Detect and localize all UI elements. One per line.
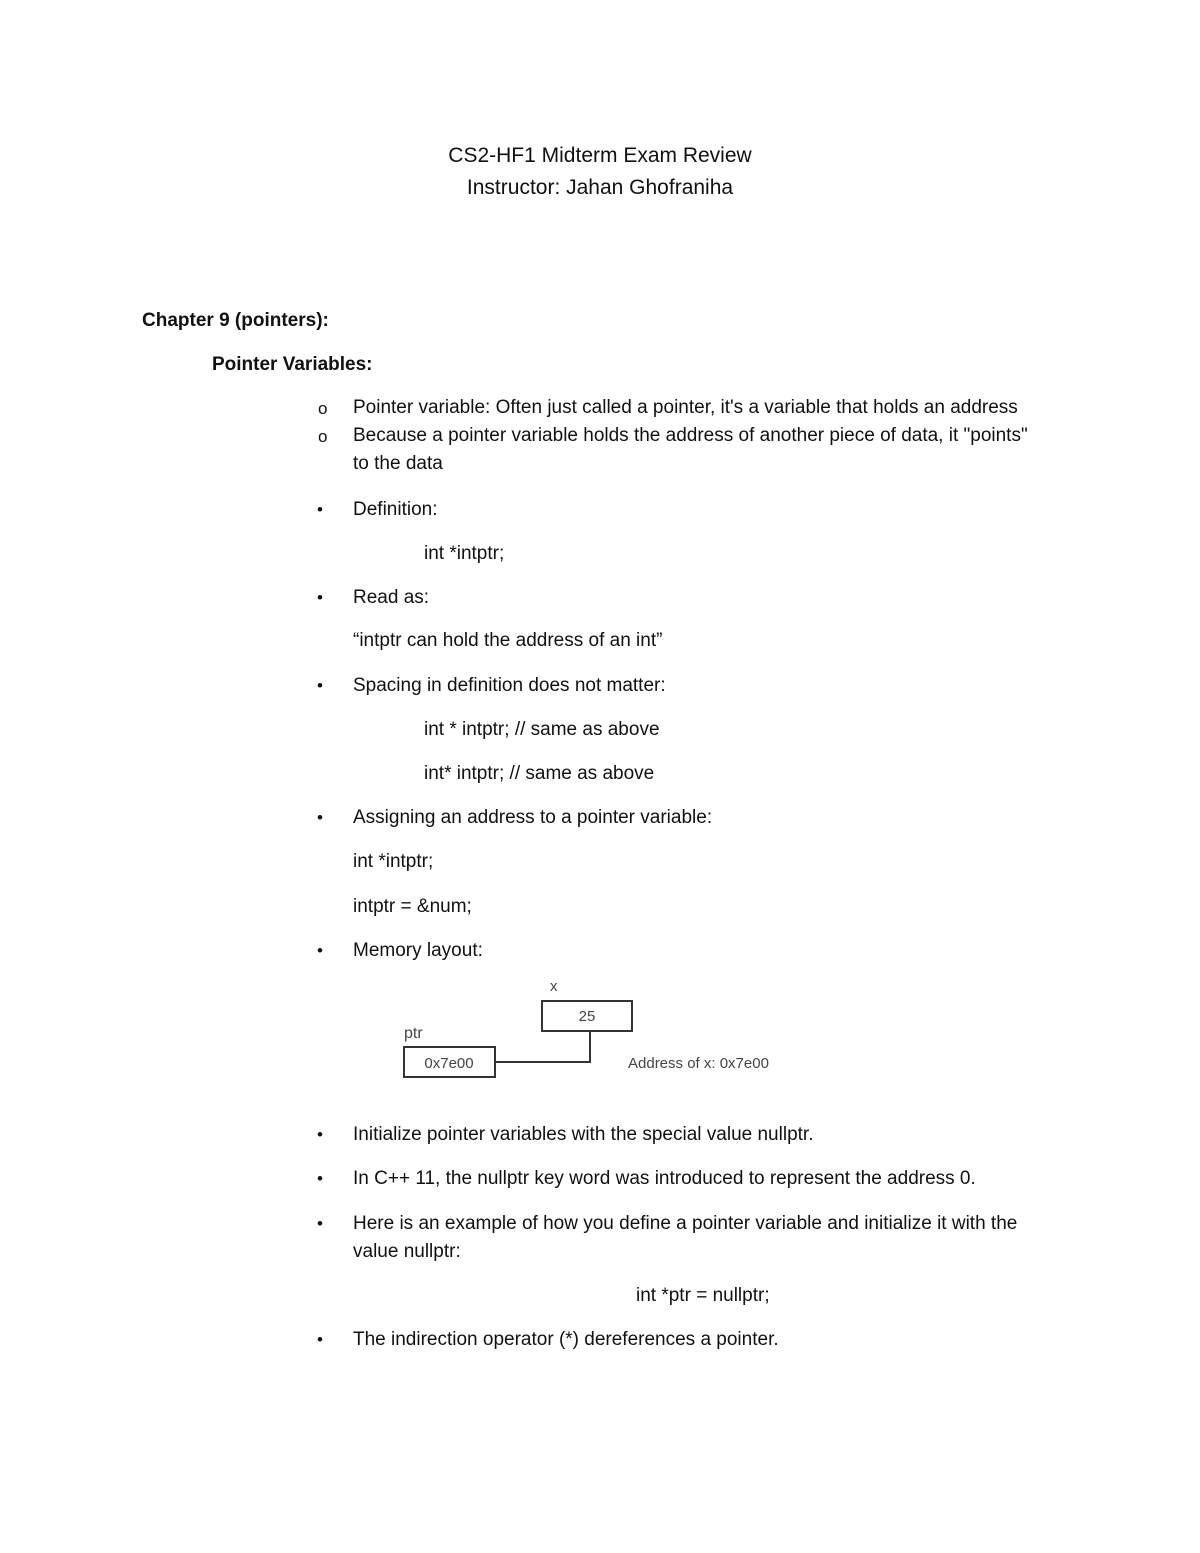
indirection-text: The indirection operator (*) dereferences a pointer.: [353, 1329, 779, 1350]
bullet-marker: •: [317, 1169, 323, 1188]
instructor-line: Instructor: Jahan Ghofraniha: [466, 176, 734, 199]
ptr-value: 0x7e00: [424, 1055, 474, 1072]
bullet-marker: •: [317, 1214, 323, 1233]
chapter-heading: Chapter 9 (pointers):: [142, 310, 329, 331]
bullet-marker: •: [317, 808, 323, 827]
assigning-code-2: intptr = &num;: [353, 896, 472, 917]
ptr-variable-label: ptr: [404, 1025, 423, 1042]
bullet-marker: •: [317, 500, 323, 519]
points-explanation-line1: Because a pointer variable holds the address of another piece of data, it "points": [353, 425, 1028, 446]
memory-layout-label: Memory layout:: [353, 940, 483, 961]
definition-code: int *intptr;: [424, 543, 505, 564]
circle-marker: o: [318, 399, 328, 418]
bullet-marker: •: [317, 1125, 323, 1144]
pointer-variable-definition: Pointer variable: Often just called a pointer, it's a variable that holds an address: [353, 397, 1018, 418]
x-variable-label: x: [550, 978, 558, 995]
spacing-label: Spacing in definition does not matter:: [353, 675, 666, 696]
spacing-code-1: int * intptr; // same as above: [424, 719, 660, 740]
bullet-marker: •: [317, 1330, 323, 1349]
read-as-label: Read as:: [353, 587, 430, 608]
initialize-text: Initialize pointer variables with the special value nullptr.: [353, 1124, 814, 1145]
points-explanation-line2: to the data: [353, 453, 443, 474]
bullet-marker: •: [317, 941, 323, 960]
x-value: 25: [578, 1008, 596, 1025]
address-caption: Address of x: 0x7e00: [628, 1055, 769, 1072]
example-text-line1: Here is an example of how you define a pointer variable and initialize it with the: [353, 1213, 1018, 1234]
example-text-line2: value nullptr:: [353, 1241, 461, 1262]
pointer-arrow-line: [495, 1031, 590, 1062]
assigning-code-1: int *intptr;: [353, 851, 434, 872]
definition-label: Definition:: [353, 499, 438, 520]
read-as-text: “intptr can hold the address of an int”: [353, 630, 663, 651]
section-heading: Pointer Variables:: [212, 354, 373, 375]
cpp11-text: In C++ 11, the nullptr key word was introduced to represent the address 0.: [353, 1168, 976, 1189]
spacing-code-2: int* intptr; // same as above: [424, 763, 655, 784]
bullet-marker: •: [317, 588, 323, 607]
memory-layout-diagram: [380, 975, 810, 1090]
circle-marker: o: [318, 427, 328, 446]
document-title: CS2-HF1 Midterm Exam Review: [448, 144, 752, 167]
assigning-label: Assigning an address to a pointer variable:: [353, 807, 713, 828]
example-code: int *ptr = nullptr;: [636, 1285, 770, 1306]
bullet-marker: •: [317, 676, 323, 695]
